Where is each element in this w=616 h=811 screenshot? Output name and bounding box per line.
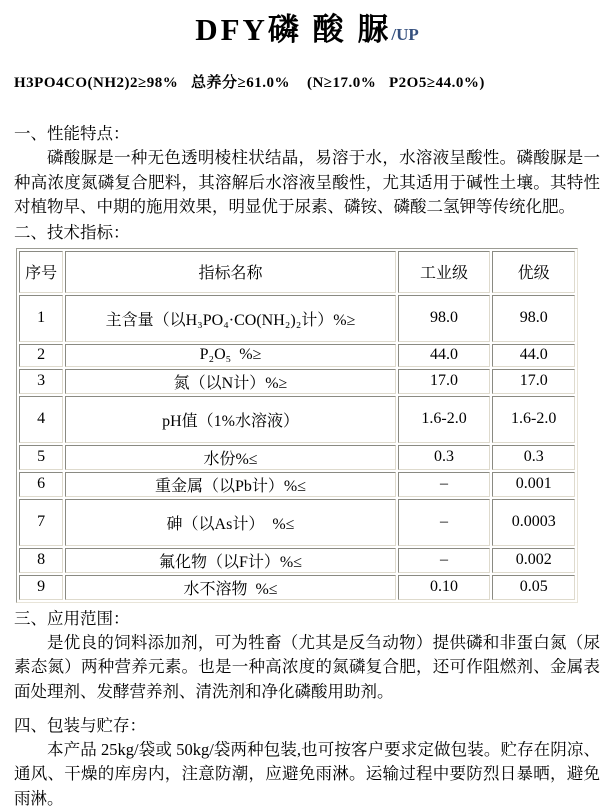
premium-grade-value-cell: 0.002	[492, 548, 575, 573]
industrial-grade-value-cell: –	[398, 499, 491, 546]
premium-grade-value-cell: 0.3	[492, 445, 575, 470]
row-number-cell: 9	[19, 575, 63, 600]
column-header-industrial: 工业级	[398, 251, 491, 293]
industrial-grade-value-cell: –	[398, 548, 491, 573]
spec-name-cell: 氮（以N计）%≥	[65, 369, 395, 394]
paragraph-packaging: 本产品 25kg/袋或 50kg/袋两种包装,也可按客户要求定做包装。贮存在阴凉、通风、干燥的库房内，注意防潮，应避免雨淋。运输过程中要防烈日暴晒，避免雨淋。	[14, 739, 600, 808]
row-number-cell: 4	[19, 396, 63, 443]
table-row	[19, 548, 575, 573]
section-heading-specs: 二、技术指标：	[14, 222, 130, 242]
spec-name-cell: 水份%≤	[65, 445, 395, 470]
page-title-suffix: /UP	[391, 25, 419, 44]
row-number-cell: 1	[19, 295, 63, 342]
column-header-index: 序号	[19, 251, 63, 293]
table-row	[19, 369, 575, 394]
column-header-spec-name: 指标名称	[65, 251, 395, 293]
premium-grade-value-cell: 98.0	[492, 295, 575, 342]
industrial-grade-value-cell: 1.6-2.0	[398, 396, 491, 443]
table-row	[19, 499, 575, 546]
section-heading-performance: 一、性能特点：	[14, 124, 130, 143]
section-heading-packaging: 四、包装与贮存：	[14, 715, 146, 735]
table-row	[19, 472, 575, 497]
spec-name-cell: 水不溶物 %≤	[65, 575, 395, 600]
spec-table	[16, 248, 578, 603]
table-row	[19, 295, 575, 342]
spec-name-cell: 砷（以As计） %≤	[65, 499, 395, 546]
row-number-cell: 7	[19, 499, 63, 546]
column-header-premium: 优级	[492, 251, 575, 293]
premium-grade-value-cell: 17.0	[492, 369, 575, 394]
industrial-grade-value-cell: –	[398, 472, 491, 497]
formula-line: H3PO4CO(NH2)2≥98% 总养分≥61.0% (N≥17.0% P2O5≥44.0%)	[14, 75, 485, 91]
spec-name-cell: P₂O₅ %≥	[65, 344, 395, 367]
industrial-grade-value-cell: 0.3	[398, 445, 491, 470]
industrial-grade-value-cell: 0.10	[398, 575, 491, 600]
premium-grade-value-cell: 0.05	[492, 575, 575, 600]
spec-name-cell: 重金属（以Pb计）%≤	[65, 472, 395, 497]
industrial-grade-value-cell: 17.0	[398, 369, 491, 394]
table-row	[19, 396, 575, 443]
row-number-cell: 2	[19, 344, 63, 367]
page-title	[14, 10, 600, 55]
premium-grade-value-cell: 44.0	[492, 344, 575, 367]
industrial-grade-value-cell: 44.0	[398, 344, 491, 367]
row-number-cell: 6	[19, 472, 63, 497]
spec-name-cell: pH值（1%水溶液）	[65, 396, 395, 443]
spec-name-cell: 氟化物（以F计）%≤	[65, 548, 395, 573]
paragraph-performance: 磷酸脲是一种无色透明棱柱状结晶，易溶于水，水溶液呈酸性。磷酸脲是一种高浓度氮磷复合肥料，其溶解后水溶液呈酸性，尤其适用于碱性土壤。其特性对植物早、中期的施用效果，明显优于尿素、磷铵、磷酸二氢钾等传统化肥。	[14, 148, 600, 217]
spec-table-body	[19, 295, 575, 600]
page-title-text: DFY磷 酸 脲	[195, 12, 392, 47]
row-number-cell: 5	[19, 445, 63, 470]
table-header-row	[19, 251, 575, 293]
industrial-grade-value-cell: 98.0	[398, 295, 491, 342]
section-heading-application: 三、应用范围：	[14, 608, 130, 628]
row-number-cell: 3	[19, 369, 63, 394]
premium-grade-value-cell: 0.0003	[492, 499, 575, 546]
premium-grade-value-cell: 0.001	[492, 472, 575, 497]
table-row	[19, 575, 575, 600]
table-row	[19, 445, 575, 470]
table-row	[19, 344, 575, 367]
spec-name-cell: 主含量（以H₃PO₄·CO(NH₂)₂计）%≥	[65, 295, 395, 342]
row-number-cell: 8	[19, 548, 63, 573]
paragraph-application: 是优良的饲料添加剂，可为牲畜（尤其是反刍动物）提供磷和非蛋白氮（尿素态氮）两种营养元素。也是一种高浓度的氮磷复合肥，还可作阻燃剂、金属表面处理剂、发酵营养剂、清洗剂和净化磷酸用助剂。	[14, 632, 600, 701]
premium-grade-value-cell: 1.6-2.0	[492, 396, 575, 443]
